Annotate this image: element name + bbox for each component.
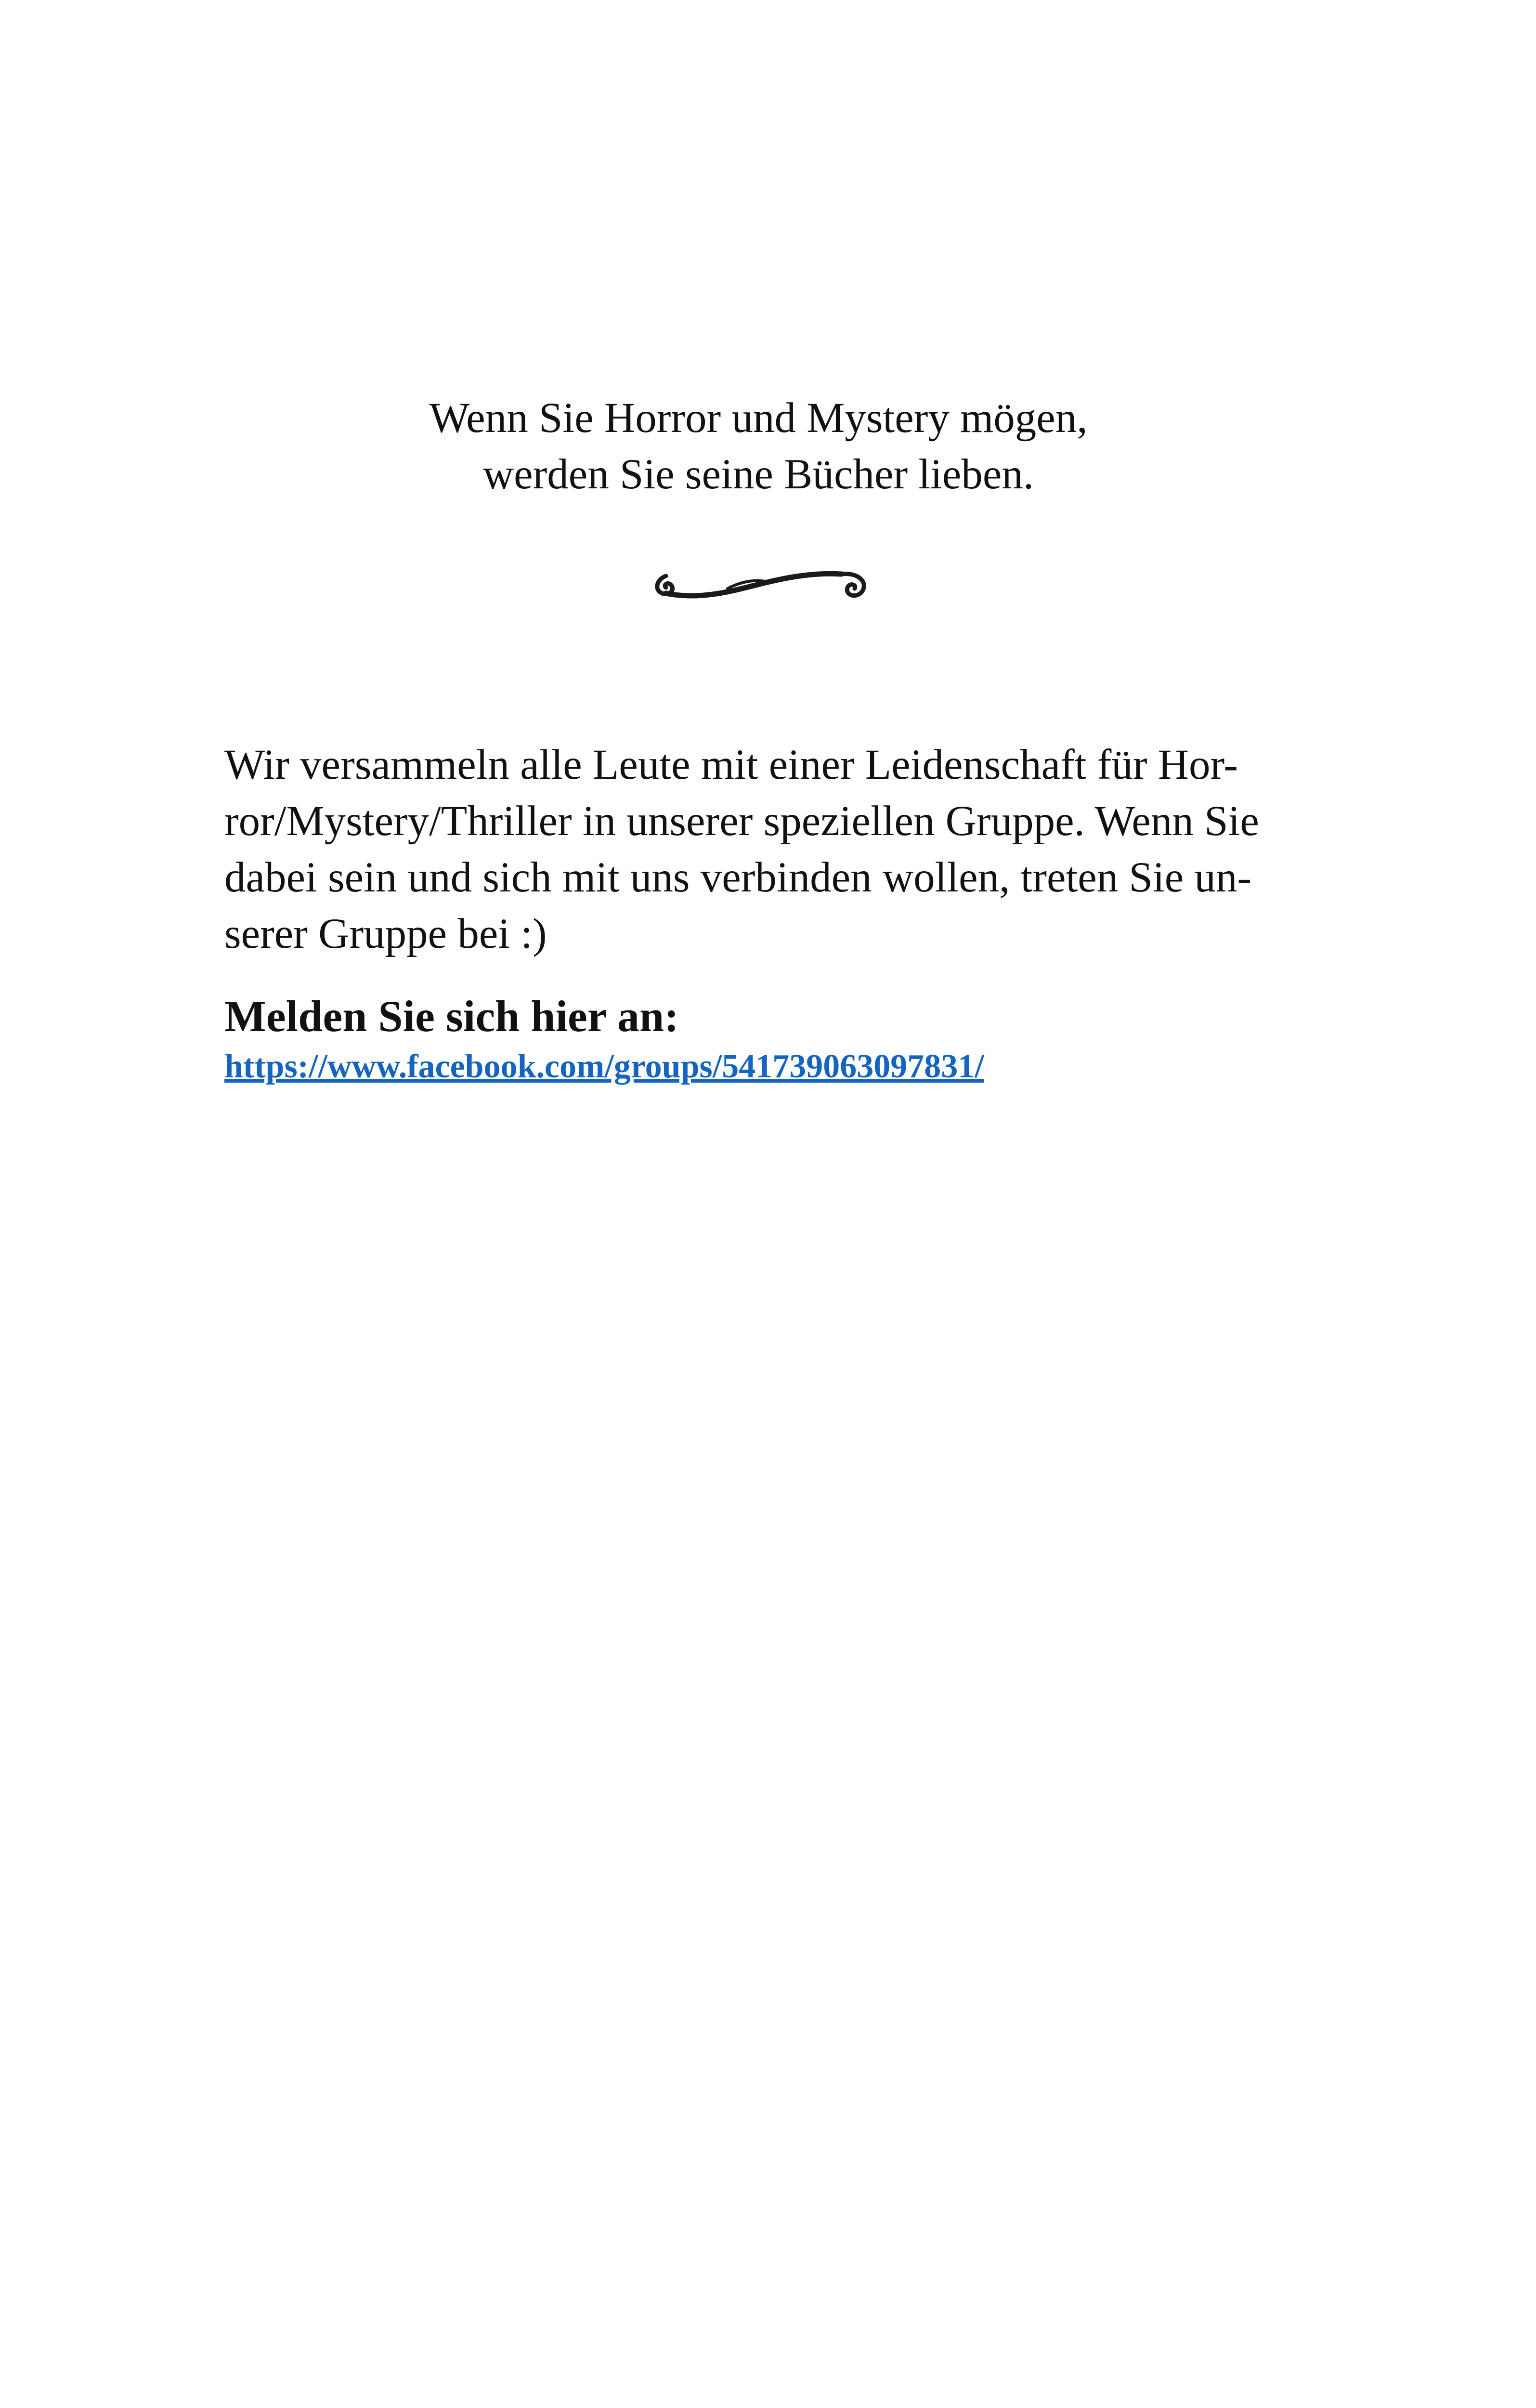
intro-text (0, 390, 1517, 503)
facebook-group-link[interactable]: https://www.facebook.com/groups/541739063097831/ (224, 1048, 984, 1085)
paragraph-line: Wir versammeln alle Leute mit einer Leidenschaft für Hor- (224, 741, 1238, 788)
intro-line-2: werden Sie seine Bücher lieben. (482, 451, 1034, 498)
group-invitation-paragraph (224, 737, 1284, 962)
paragraph-line: serer Gruppe bei :) (224, 910, 547, 957)
intro-line-1: Wenn Sie Horror und Mystery mögen, (429, 394, 1088, 442)
signup-heading: Melden Sie sich hier an: (224, 992, 679, 1041)
paragraph-line: dabei sein und sich mit uns verbinden wollen, treten Sie un- (224, 854, 1252, 901)
flourish-divider-icon (647, 563, 871, 606)
paragraph-line: ror/Mystery/Thriller in unserer speziellen Gruppe. Wenn Sie (224, 798, 1259, 845)
